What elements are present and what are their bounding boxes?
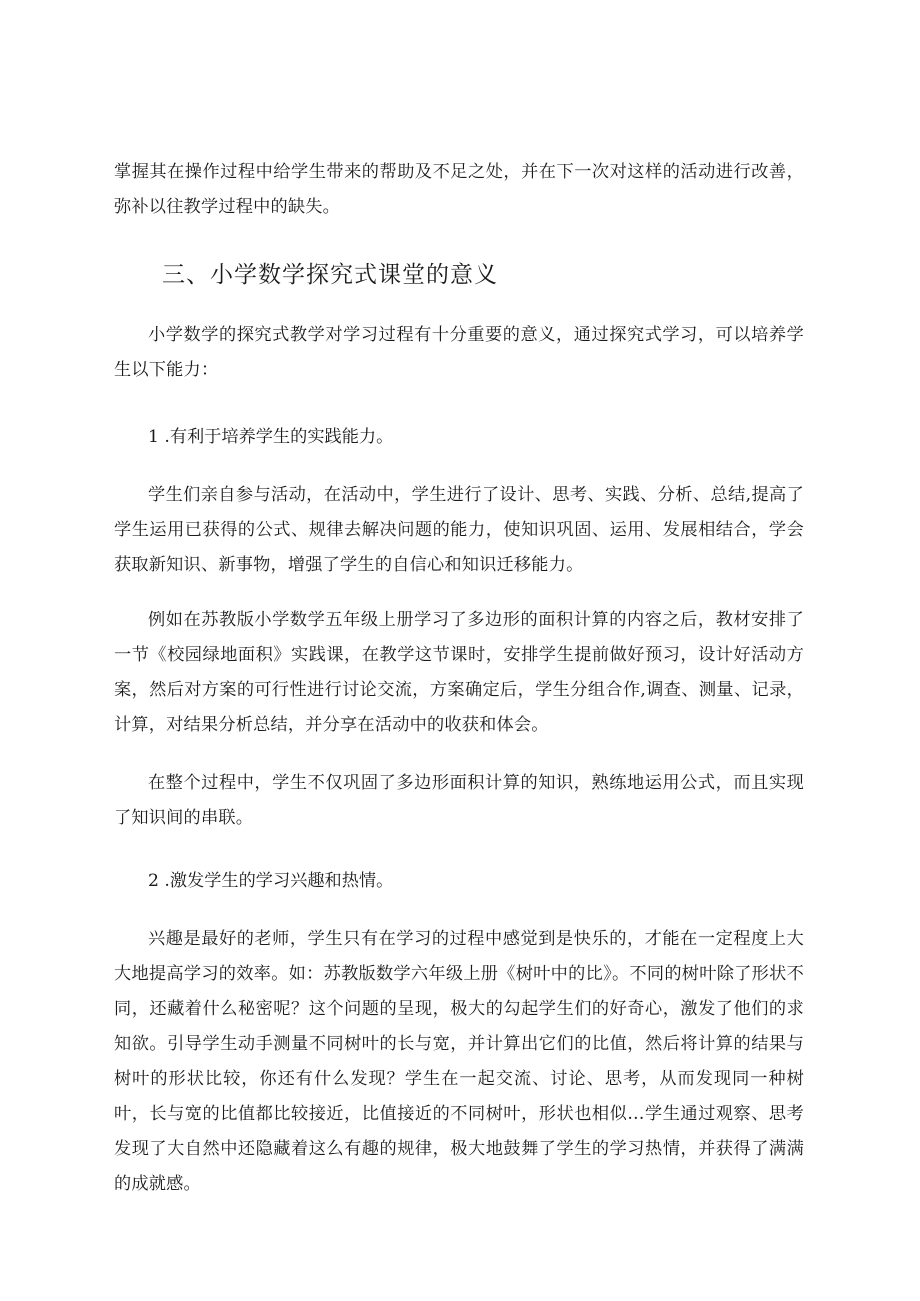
paragraph-summary: 在整个过程中，学生不仅巩固了多边形面积计算的知识，熟练地运用公式，而且实现了知识间的串联。 — [114, 773, 804, 828]
paragraph-interest: 兴趣是最好的老师，学生只有在学习的过程中感觉到是快乐的，才能在一定程度上大大地提高学习的效率。如：苏教版数学六年级上册《树叶中的比》。不同的树叶除了形状不同，还藏着什么秘密呢？这个问题的呈现，极大的勾起学生们的好奇心，激发了他们的求知欲。引导学生动手测量不同树叶的长与宽，并计算出它们的比值，然后将计算的结果与树叶的形状比较，你还有什么发现？学生在一起交流、讨论、思考，从而发现同一种树叶，长与宽的比值都比较接近，比值接近的不同树叶，形状也相似…学生通过观察、思考发现了大自然中还隐藏着这么有趣的规律，极大地鼓舞了学生的学习热情，并获得了满满的成就感。 — [114, 929, 804, 1194]
paragraph-continuation: 掌握其在操作过程中给学生带来的帮助及不足之处，并在下一次对这样的活动进行改善，弥补以往教学过程中的缺失。 — [114, 162, 804, 217]
paragraph-practice: 学生们亲自参与活动，在活动中，学生进行了设计、思考、实践、分析、总结,提高了学生运用已获得的公式、规律去解决问题的能力，使知识巩固、运用、发展相结合，学会获取新知识、新事物，增强了学生的自信心和知识迁移能力。 — [114, 485, 804, 575]
paragraph-example: 例如在苏教版小学数学五年级上册学习了多边形的面积计算的内容之后，教材安排了一节《校园绿地面积》实践课，在教学这节课时，安排学生提前做好预习，设计好活动方案，然后对方案的可行性进行讨论交流，方案确定后，学生分组合作,调查、测量、记录，计算，对结果分析总结，并分享在活动中的收获和体会。 — [114, 610, 804, 735]
list-item-2: 2 .激发学生的学习兴趣和热情。 — [148, 871, 394, 891]
paragraph-intro: 小学数学的探究式教学对学习过程有十分重要的意义，通过探究式学习，可以培养学生以下能力： — [114, 325, 804, 380]
list-item-1: 1 .有利于培养学生的实践能力。 — [148, 427, 394, 447]
section-heading: 三、小学数学探究式课堂的意义 — [162, 262, 498, 288]
